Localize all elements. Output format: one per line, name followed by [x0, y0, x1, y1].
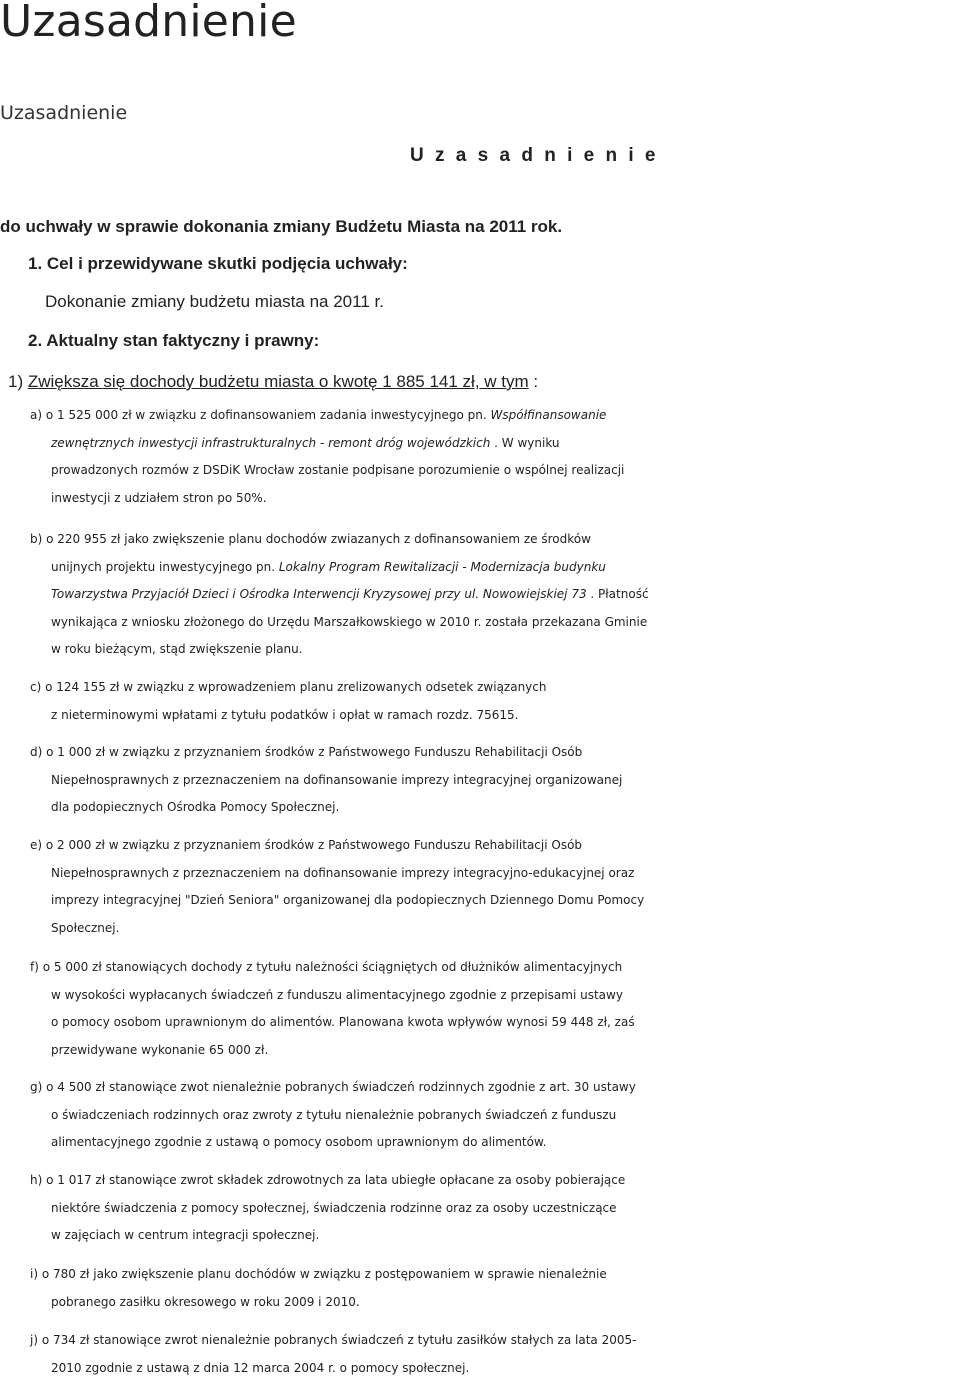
- item-c-line-1: c) o 124 155 zł w związku z wprowadzeniem planu zrelizowanych odsetek związanych: [30, 680, 547, 694]
- item-f-line-3: o pomocy osobom uprawnionym do alimentów. Planowana kwota wpływów wynosi 59 448 zł, zaś: [51, 1015, 635, 1030]
- point-1-underlined: Zwiększa się dochody budżetu miasta o kwotę 1 885 141 zł, w tym: [27, 372, 529, 391]
- item-c-line-2: z nieterminowymi wpłatami z tytułu podatków i opłat w ramach rozdz. 75615.: [51, 707, 519, 722]
- item-d-line-2: Niepełnosprawnych z przeznaczeniem na dofinansowanie imprezy integracyjnej organizowanej: [51, 772, 623, 787]
- document-subtitle: Uzasadnienie: [0, 102, 128, 124]
- section-1-heading: 1. Cel i przewidywane skutki podjęcia uchwały:: [28, 254, 408, 273]
- item-f-line-1: f) o 5 000 zł stanowiących dochody z tytułu należności ściągniętych od dłużników alimentacyjnych: [30, 960, 623, 974]
- item-e-line-1: e) o 2 000 zł w związku z przyznaniem środków z Państwowego Funduszu Rehabilitacji Osób: [30, 838, 583, 852]
- item-j-line-1: j) o 734 zł stanowiące zwrot nienależnie pobranych świadczeń z tytułu zasiłków stałych za lata 2005-: [30, 1333, 637, 1347]
- item-b-italic-2: Lokalny Program Rewitalizacji - Modernizacja budynku: [278, 559, 606, 574]
- list-item-c: [30, 674, 960, 729]
- section-2-point-1: [8, 372, 538, 392]
- item-d-line-3: dla podopiecznych Ośrodka Pomocy Społecznej.: [51, 800, 340, 815]
- item-b-line-4: wynikająca z wniosku złożonego do Urzędu Marszałkowskiego w 2010 r. została przekazana Gminie: [51, 614, 648, 629]
- item-h-line-2: niektóre świadczenia z pomocy społecznej, świadczenia rodzinne oraz za osoby uczestniczące: [51, 1200, 617, 1215]
- item-h-line-3: w zajęciach w centrum integracji społecznej.: [51, 1228, 320, 1243]
- item-g-line-2: o świadczeniach rodzinnych oraz zwroty z tytułu nienależnie pobranych świadczeń z funduszu: [51, 1107, 617, 1122]
- item-i-line-1: i) o 780 zł jako zwiększenie planu dochódów w związku z postępowaniem w sprawie nienależnie: [30, 1267, 607, 1281]
- section-2-heading: 2. Aktualny stan faktyczny i prawny:: [28, 331, 320, 350]
- resolution-title: do uchwały w sprawie dokonania zmiany Budżetu Miasta na 2011 rok.: [0, 217, 563, 236]
- item-e-line-4: Społecznej.: [51, 920, 120, 935]
- list-item-f: [30, 954, 960, 1064]
- item-i-line-2: pobranego zasiłku okresowego w roku 2009 i 2010.: [51, 1294, 360, 1309]
- item-b-line-1: b) o 220 955 zł jako zwiększenie planu dochodów zwiazanych z dofinansowaniem ze środków: [30, 532, 591, 546]
- item-a-italic-1: Współfinansowanie: [490, 408, 607, 422]
- spaced-heading: U z a s a d n i e n i e: [410, 145, 656, 166]
- item-b-line-5: w roku bieżącym, stąd zwiększenie planu.: [51, 642, 303, 657]
- list-item-d: [30, 739, 960, 822]
- list-item-g: [30, 1074, 960, 1157]
- item-b-line-2: unijnych projektu inwestycyjnego pn.: [51, 559, 279, 574]
- item-e-line-2: Niepełnosprawnych z przeznaczeniem na dofinansowanie imprezy integracyjno-edukacyjnej oraz: [51, 865, 635, 880]
- item-a-line-4: inwestycji z udziałem stron po 50%.: [51, 490, 267, 505]
- item-b-line-3: . Płatność: [586, 587, 649, 602]
- item-a-line-1: a) o 1 525 000 zł w związku z dofinansowaniem zadania inwestycyjnego pn.: [30, 408, 491, 422]
- list-item-j: [30, 1327, 960, 1382]
- item-f-line-2: w wysokości wypłacanych świadczeń z funduszu alimentacyjnego zgodnie z przepisami ustawy: [51, 987, 623, 1002]
- list-item-b: [30, 526, 960, 664]
- item-g-line-1: g) o 4 500 zł stanowiące zwot nienależnie pobranych świadczeń rodzinnych zgodnie z art. 30 ustawy: [30, 1080, 636, 1094]
- list-item-a: [30, 402, 960, 512]
- list-item-e: [30, 832, 960, 942]
- item-g-line-3: alimentacyjnego zgodnie z ustawą o pomocy osobom uprawnionym do alimentów.: [51, 1135, 547, 1150]
- item-a-line-3: prowadzonych rozmów z DSDiK Wrocław zostanie podpisane porozumienie o wspólnej realizacji: [51, 463, 625, 478]
- point-1-suffix: :: [528, 372, 539, 391]
- list-item-i: [30, 1261, 960, 1316]
- item-d-line-1: d) o 1 000 zł w związku z przyznaniem środków z Państwowego Funduszu Rehabilitacji Osób: [30, 745, 583, 759]
- list-item-h: [30, 1167, 960, 1250]
- item-b-italic-3: Towarzystwa Przyjaciół Dzieci i Ośrodka Interwencji Kryzysowej przy ul. Nowowiejskiej 73: [51, 587, 587, 602]
- point-1-prefix: 1): [8, 372, 28, 391]
- item-a-italic-2: zewnętrznych inwestycji infrastrukturalnych - remont dróg wojewódzkich: [51, 435, 491, 450]
- page-title: Uzasadnienie: [0, 0, 297, 47]
- item-f-line-4: przewidywane wykonanie 65 000 zł.: [51, 1042, 269, 1057]
- item-h-line-1: h) o 1 017 zł stanowiące zwrot składek zdrowotnych za lata ubiegłe opłacane za osoby pobierające: [30, 1173, 626, 1187]
- item-e-line-3: imprezy integracyjnej "Dzień Seniora" organizowanej dla podopiecznych Dziennego Domu Pomocy: [51, 893, 645, 908]
- item-a-line-2: . W wyniku: [490, 435, 560, 450]
- item-j-line-2: 2010 zgodnie z ustawą z dnia 12 marca 2004 r. o pomocy społecznej.: [51, 1360, 470, 1375]
- section-1-text: Dokonanie zmiany budżetu miasta na 2011 r.: [45, 292, 384, 311]
